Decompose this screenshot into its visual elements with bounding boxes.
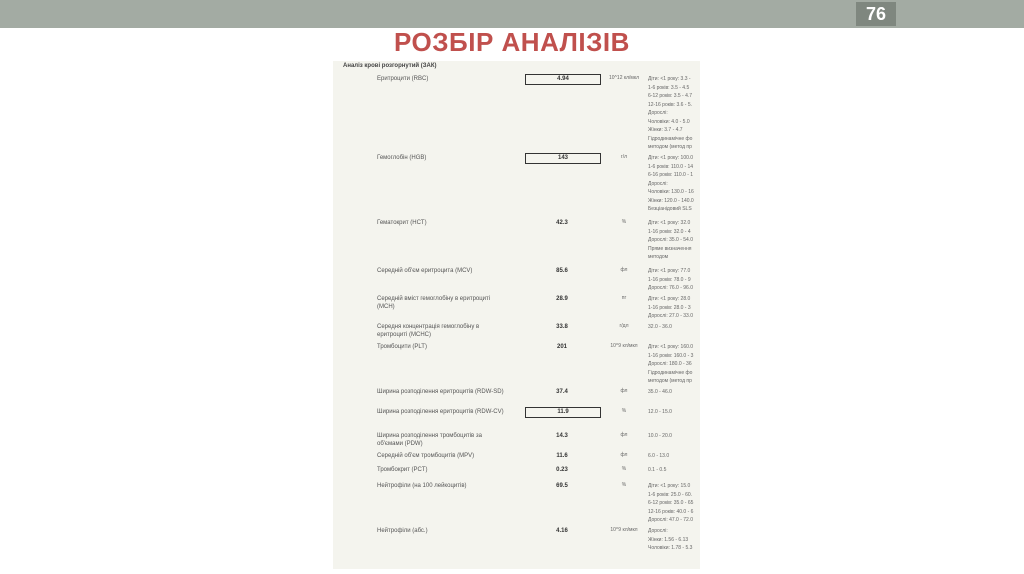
reference-line: Дорослі: 76.0 - 96.0 <box>648 285 693 291</box>
reference-range <box>648 432 700 441</box>
reference-line: Діти: <1 року: 15.0 <box>648 483 691 489</box>
reference-line: Дорослі: <box>648 528 668 534</box>
slide-number: 76 <box>856 2 896 26</box>
test-unit: 10^12 кл/мкл <box>609 75 640 81</box>
test-unit: фл <box>620 388 628 394</box>
test-name: Середній об'єм тромбоцитів (MPV) <box>377 453 475 459</box>
test-value: 33.8 <box>556 324 568 330</box>
test-name: Нейтрофіли (на 100 лейкоцитів) <box>377 483 467 489</box>
test-unit: 10^9 кл/мкл <box>610 527 638 533</box>
reference-range <box>648 527 700 553</box>
test-value: 14.3 <box>556 433 568 439</box>
test-unit: % <box>621 219 627 225</box>
reference-line: Жінки: 1.56 - 6.13 <box>648 536 689 543</box>
test-name: Гемоглобін (HGB) <box>377 155 427 161</box>
reference-line: 1-16 років: 28.0 - 3 <box>648 304 691 311</box>
reference-line: Дорослі: 35.0 - 54.0 <box>648 237 693 243</box>
reference-range <box>648 343 700 386</box>
test-value: 69.5 <box>556 483 568 489</box>
reference-line: 10.0 - 20.0 <box>648 433 672 439</box>
test-unit: г/л <box>620 154 628 160</box>
reference-line: Діти: <1 року: 3.3 - <box>648 76 691 82</box>
reference-line: 32.0 - 36.0 <box>648 324 672 330</box>
reference-range <box>648 295 700 321</box>
test-name: Ширина розподілення тромбоцитів за об'ємами (PDW) <box>377 433 482 447</box>
reference-range <box>648 267 700 293</box>
reference-line: Дорослі: <box>648 110 668 116</box>
reference-line: 12-16 років: 40.0 - 6 <box>648 508 694 515</box>
reference-range <box>648 408 700 417</box>
reference-line: Діти: <1 року: 160.0 <box>648 344 694 350</box>
reference-line: Жінки: 120.0 - 140.0 <box>648 197 694 204</box>
reference-line: 6-12 років: 35.0 - 65 <box>648 500 694 506</box>
reference-range <box>648 452 700 461</box>
test-name: Тромбокрит (PCT) <box>377 467 428 473</box>
reference-line: 1-6 років: 3.5 - 4.5 <box>648 84 690 91</box>
test-unit: фл <box>620 432 628 438</box>
reference-range <box>648 154 700 214</box>
reference-range <box>648 466 700 475</box>
reference-line: 1-16 років: 32.0 - 4 <box>648 228 691 235</box>
test-name: Еритроцити (RBC) <box>377 76 429 82</box>
test-name: Середня концентрація гемоглобіну в еритроциті (MCHC) <box>377 324 480 338</box>
reference-line: методом (метод пр <box>648 378 692 384</box>
reference-line: методом (метод пр <box>648 144 692 150</box>
test-unit: % <box>621 482 627 488</box>
test-name: Середній вміст гемоглобіну в еритроциті (MCH) <box>377 296 491 310</box>
test-name: Гематокрит (HCT) <box>377 220 427 226</box>
reference-line: 6-12 років: 3.5 - 4.7 <box>648 93 693 99</box>
test-unit: г/дл <box>619 323 629 329</box>
reference-line: Чоловіки: 130.0 - 16 <box>648 189 694 195</box>
reference-line: 6-16 років: 110.0 - 1 <box>648 172 694 178</box>
reference-line: 0.1 - 0.5 <box>648 467 667 473</box>
reference-line: 1-6 років: 110.0 - 14 <box>648 163 694 170</box>
reference-line: Жінки: 3.7 - 4.7 <box>648 127 683 133</box>
reference-line: Дорослі: 47.0 - 72.0 <box>648 517 693 523</box>
reference-line: Діти: <1 року: 28.0 <box>648 296 691 302</box>
slide-title: РОЗБІР АНАЛІЗІВ <box>394 27 630 57</box>
reference-line: Дорослі: 180.0 - 36 <box>648 361 692 367</box>
test-value: 85.6 <box>556 268 568 274</box>
reference-line: 12-16 років: 3.6 - 5. <box>648 101 693 108</box>
reference-line: Чоловіки: 4.0 - 5.0 <box>648 118 690 125</box>
reference-line: 35.0 - 46.0 <box>648 389 672 395</box>
test-value: 28.9 <box>556 296 568 302</box>
reference-range <box>648 482 700 525</box>
test-unit: % <box>621 466 627 472</box>
test-value: 42.3 <box>556 220 568 226</box>
test-name: Тромбоцити (PLT) <box>377 344 427 350</box>
test-value: 37.4 <box>556 389 568 395</box>
reference-line: Пряме визначення <box>648 245 692 252</box>
reference-line: 1-16 років: 160.0 - 3 <box>648 352 694 359</box>
test-name: Нейтрофіли (абс.) <box>377 528 428 534</box>
reference-line: Діти: <1 року: 100.0 <box>648 155 694 161</box>
test-unit: % <box>621 408 627 414</box>
reference-line: Діти: <1 року: 32.0 <box>648 220 691 226</box>
reference-line: Гідродинамічне фо <box>648 135 693 142</box>
test-value: 11.9 <box>525 407 601 418</box>
reference-range <box>648 323 700 332</box>
reference-line: Дорослі: <box>648 180 668 187</box>
reference-line: Гідродинамічне фо <box>648 369 693 376</box>
test-unit: фл <box>620 267 628 273</box>
test-value: 143 <box>525 153 601 164</box>
lab-report-document <box>333 61 700 569</box>
reference-line: 6.0 - 13.0 <box>648 453 670 459</box>
reference-range <box>648 388 700 397</box>
test-value: 4.16 <box>556 528 568 534</box>
reference-line: Діти: <1 року: 77.0 <box>648 268 691 274</box>
test-unit: 10^9 кл/мкл <box>610 343 638 349</box>
reference-line: Чоловіки: 1.78 - 5.3 <box>648 545 693 551</box>
report-header: Аналіз крові розгорнутий (ЗАК) <box>343 63 437 69</box>
test-value: 201 <box>556 344 567 350</box>
test-value: 11.6 <box>556 453 568 459</box>
reference-line: 1-6 років: 25.0 - 60. <box>648 491 693 498</box>
reference-line: 12.0 - 15.0 <box>648 409 672 415</box>
test-name: Ширина розподілення еритроцитів (RDW-SD) <box>377 389 504 395</box>
reference-range <box>648 75 700 152</box>
test-name: Ширина розподілення еритроцитів (RDW-CV) <box>377 409 504 415</box>
reference-line: Дорослі: 27.0 - 33.0 <box>648 313 693 319</box>
reference-line: методом <box>648 254 669 260</box>
test-name: Середній об'єм еритроцита (MCV) <box>377 268 473 274</box>
test-unit: пг <box>621 295 627 301</box>
reference-range <box>648 219 700 262</box>
test-unit: фл <box>620 452 628 458</box>
reference-line: 1-16 років: 78.0 - 9 <box>648 276 691 283</box>
reference-line: Безціанідовий SLS <box>648 206 692 212</box>
test-value: 4.94 <box>525 74 601 85</box>
test-value: 0.23 <box>556 467 568 473</box>
